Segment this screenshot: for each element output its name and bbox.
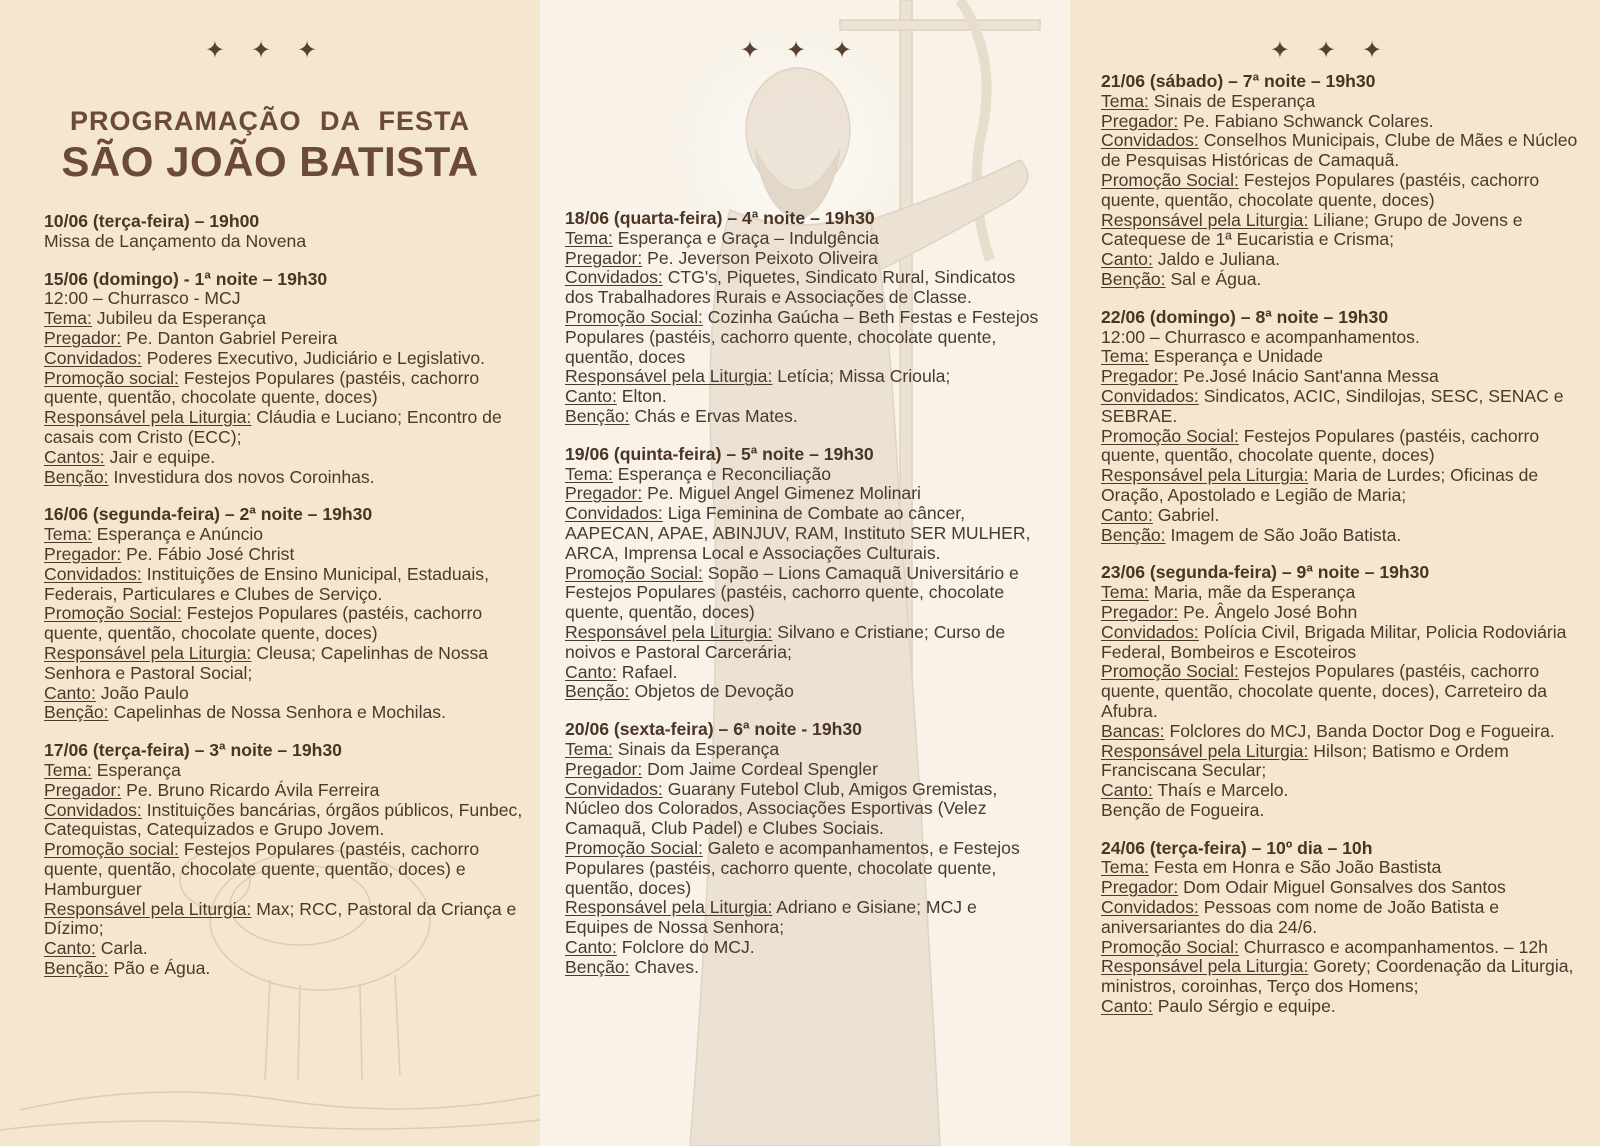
entry-text: Hilson; Batismo e Ordem Franciscana Secular; xyxy=(1101,740,1509,781)
entry-label: Responsável pela Liturgia: xyxy=(44,898,252,919)
entry-text: Esperança e Reconciliação xyxy=(612,463,832,484)
entry-text: Carla. xyxy=(95,938,148,959)
entry-text: Folclore do MCJ. xyxy=(616,936,755,957)
entry-line xyxy=(565,308,1045,367)
entry-line xyxy=(1101,211,1581,251)
entry-line xyxy=(565,839,1045,898)
entry-label: Convidados: xyxy=(565,778,663,799)
entry-label: Canto: xyxy=(1101,249,1153,270)
entry-text: 12:00 – Churrasco - MCJ xyxy=(44,288,241,309)
star-icon: ✦ xyxy=(250,37,290,64)
decorative-stars xyxy=(0,36,540,65)
entry-line xyxy=(44,369,524,409)
entry-text: Dom Odair Miguel Gonsalves dos Santos xyxy=(1178,877,1506,898)
entry-heading: 15/06 (domingo) - 1ª noite – 19h30 xyxy=(44,268,328,289)
entry-text: Pe. Miguel Angel Gimenez Molinari xyxy=(642,483,921,504)
entry-label: Promoção Social: xyxy=(565,306,703,327)
entry-text: Esperança xyxy=(91,759,181,780)
entry-line xyxy=(44,959,524,979)
entry-line xyxy=(44,565,524,605)
entry-label: Bancas: xyxy=(1101,720,1165,741)
star-icon: ✦ xyxy=(739,37,778,64)
entry-text: Benção de Fogueira. xyxy=(1101,799,1265,820)
entry-text: Rafael. xyxy=(616,661,678,682)
entry-line xyxy=(1101,858,1581,878)
schedule-column-right xyxy=(1101,72,1581,1035)
entry-line xyxy=(44,684,524,704)
entry-text: Gabriel. xyxy=(1152,504,1220,525)
entry-text: Festejos Populares (pastéis, cachorro quente, quentão, chocolate quente, doces) xyxy=(1101,169,1540,210)
entry-line xyxy=(565,780,1045,839)
entry-label: Pregador: xyxy=(1101,366,1179,387)
entry-text: Missa de Lançamento da Novena xyxy=(44,230,307,251)
entry-text: Esperança e Unidade xyxy=(1148,346,1324,367)
entry-label: Convidados: xyxy=(565,267,663,288)
entry-line xyxy=(565,623,1045,663)
entry-line xyxy=(1101,878,1581,898)
entry-label: Pregador: xyxy=(565,247,643,268)
entry-line xyxy=(1101,583,1581,603)
entry-line xyxy=(1101,427,1581,467)
entry-line xyxy=(565,407,1045,427)
entry-label: Tema: xyxy=(44,524,92,545)
entry-text: Galeto e acompanhamentos, e Festejos Populares (pastéis, cachorro quente, chocolate quente, quentão, doces) xyxy=(565,837,1020,898)
entry-text: Festejos Populares (pastéis, cachorro quente, quentão, chocolate quente, doces) xyxy=(44,367,480,408)
entry-label: Cantos: xyxy=(44,446,105,467)
entry-text: Instituições de Ensino Municipal, Estaduais, Federais, Particulares e Clubes de Serviço. xyxy=(44,563,489,604)
entry-label: Convidados: xyxy=(1101,621,1199,642)
entry-line xyxy=(44,840,524,899)
schedule-entry xyxy=(1101,563,1581,820)
entry-text: Pe. Danton Gabriel Pereira xyxy=(121,327,338,348)
star-icon: ✦ xyxy=(1269,37,1308,64)
entry-line xyxy=(1101,387,1581,427)
entry-text: Pe. Ângelo José Bohn xyxy=(1178,601,1358,622)
entry-line xyxy=(1101,957,1581,997)
entry-line xyxy=(44,349,524,369)
entry-label: Tema: xyxy=(44,308,92,329)
entry-text: Sinais de Esperança xyxy=(1148,90,1316,111)
entry-text: Maria de Lurdes; Oficinas de Oração, Apostolado e Legião de Maria; xyxy=(1101,465,1539,505)
page-subtitle: PROGRAMAÇÃO DA FESTA xyxy=(70,106,470,136)
entry-line xyxy=(44,448,524,468)
entry-label: Convidados: xyxy=(44,347,142,368)
entry-label: Promoção Social: xyxy=(565,837,703,858)
entry-line xyxy=(1101,603,1581,623)
entry-text: Churrasco e acompanhamentos. – 12h xyxy=(1238,936,1548,957)
entry-text: Sinais da Esperança xyxy=(612,738,780,759)
entry-label: Responsável pela Liturgia: xyxy=(44,407,252,428)
entry-text: Jaldo e Juliana. xyxy=(1152,249,1280,270)
entry-heading: 21/06 (sábado) – 7ª noite – 19h30 xyxy=(1101,71,1376,91)
entry-line xyxy=(565,564,1045,623)
entry-line xyxy=(44,232,524,252)
entry-text: 12:00 – Churrasco e acompanhamentos. xyxy=(1101,326,1420,347)
entry-label: Responsável pela Liturgia: xyxy=(44,642,252,663)
entry-text: Maria, mãe da Esperança xyxy=(1148,582,1356,603)
entry-text: Festejos Populares (pastéis, cachorro quente, quentão, chocolate quente, doces) xyxy=(44,603,483,644)
entry-label: Pregador: xyxy=(1101,110,1179,131)
entry-label: Pregador: xyxy=(44,779,122,800)
entry-text: Gorety; Coordenação da Liturgia, ministros, coroinhas, Terço dos Homens; xyxy=(1101,956,1574,997)
entry-label: Pregador: xyxy=(565,483,643,504)
schedule-entry xyxy=(1101,839,1581,1017)
schedule-entry xyxy=(565,445,1045,702)
entry-text: Liga Feminina de Combate ao câncer, AAPECAN, APAE, ABINJUV, RAM, Instituto SER MULHER, ARCA, Imprensa Local e Associações Culturais. xyxy=(565,503,1031,563)
entry-heading: 22/06 (domingo) – 8ª noite – 19h30 xyxy=(1101,306,1389,327)
entry-line xyxy=(1101,328,1581,348)
entry-line xyxy=(565,663,1045,683)
schedule-entry xyxy=(44,212,524,252)
entry-line xyxy=(565,958,1045,978)
entry-line xyxy=(565,229,1045,249)
entry-heading: 20/06 (sexta-feira) – 6ª noite - 19h30 xyxy=(565,719,862,740)
entry-line xyxy=(44,525,524,545)
entry-line xyxy=(565,249,1045,269)
entry-line xyxy=(44,408,524,448)
entry-line xyxy=(565,740,1045,760)
right-panel xyxy=(1070,0,1600,1146)
entry-label: Benção: xyxy=(44,466,109,487)
entry-label: Tema: xyxy=(1101,857,1149,878)
entry-line xyxy=(565,898,1045,938)
entry-line xyxy=(565,484,1045,504)
entry-text: Guarany Futebol Club, Amigos Gremistas, Núcleo dos Colorados, Associações Esportivas (Velez Camaquã, Club Padel) e Clubes Sociais. xyxy=(565,778,998,839)
entry-line xyxy=(565,504,1045,563)
entry-text: Pessoas com nome de João Batista e aniversariantes do dia 24/6. xyxy=(1101,897,1500,937)
entry-line xyxy=(1101,722,1581,742)
star-icon: ✦ xyxy=(204,37,243,64)
entry-label: Responsável pela Liturgia: xyxy=(1101,209,1309,230)
entry-label: Benção: xyxy=(1101,268,1166,289)
entry-text: Letícia; Missa Crioula; xyxy=(772,366,951,387)
entry-line xyxy=(1101,742,1581,782)
entry-line xyxy=(1101,171,1581,211)
entry-line xyxy=(1101,367,1581,387)
entry-line xyxy=(1101,131,1581,171)
entry-text: Pe.José Inácio Sant'anna Messa xyxy=(1178,366,1439,387)
schedule-entry xyxy=(565,209,1045,427)
entry-label: Promoção Social: xyxy=(1101,169,1239,190)
entry-label: Canto: xyxy=(565,386,617,407)
entry-label: Pregador: xyxy=(1101,601,1179,622)
entry-line xyxy=(565,268,1045,308)
entry-line xyxy=(1101,801,1581,821)
entry-line xyxy=(1101,997,1581,1017)
entry-label: Convidados: xyxy=(44,563,142,584)
decorative-stars xyxy=(540,36,1070,65)
entry-heading: 23/06 (segunda-feira) – 9ª noite – 19h30 xyxy=(1101,562,1430,583)
entry-label: Responsável pela Liturgia: xyxy=(565,366,773,387)
entry-label: Canto: xyxy=(1101,780,1153,801)
entry-label: Responsável pela Liturgia: xyxy=(1101,740,1309,761)
entry-label: Tema: xyxy=(565,463,613,484)
entry-line xyxy=(1101,623,1581,663)
schedule-entry xyxy=(44,270,524,488)
entry-label: Tema: xyxy=(44,759,92,780)
entry-text: Cozinha Gaúcha – Beth Festas e Festejos Populares (pastéis, cachorro quente, chocolate quente, quentão, doces xyxy=(565,306,1039,367)
entry-line xyxy=(44,468,524,488)
entry-text: Sopão – Lions Camaquã Universitário e Festejos Populares (pastéis, cachorro quente, chocolate quente, quentão, doces) xyxy=(565,562,1019,623)
entry-line xyxy=(1101,250,1581,270)
entry-line xyxy=(44,309,524,329)
schedule-column-center xyxy=(565,209,1045,995)
entry-text: Objetos de Devoção xyxy=(629,681,794,702)
entry-heading: 18/06 (quarta-feira) – 4ª noite – 19h30 xyxy=(565,208,875,228)
entry-heading: 24/06 (terça-feira) – 10º dia – 10h xyxy=(1101,837,1373,858)
entry-text: Pe. Fabiano Schwanck Colares. xyxy=(1178,110,1434,131)
schedule-entry xyxy=(44,741,524,979)
entry-label: Convidados: xyxy=(565,503,663,524)
entry-line xyxy=(565,367,1045,387)
entry-line xyxy=(44,900,524,940)
entry-label: Tema: xyxy=(1101,582,1149,603)
schedule-column-left xyxy=(44,212,524,997)
entry-text: Cláudia e Luciano; Encontro de casais com Cristo (ECC); xyxy=(44,407,502,447)
entry-label: Promoção Social: xyxy=(1101,661,1239,682)
entry-text: João Paulo xyxy=(95,682,189,703)
entry-text: Esperança e Graça – Indulgência xyxy=(612,227,879,248)
entry-line xyxy=(1101,466,1581,506)
entry-label: Benção: xyxy=(565,956,630,977)
schedule-entry xyxy=(1101,308,1581,546)
entry-text: Poderes Executivo, Judiciário e Legislativo. xyxy=(141,347,486,368)
entry-text: Cleusa; Capelinhas de Nossa Senhora e Pastoral Social; xyxy=(44,642,489,683)
entry-label: Benção: xyxy=(44,702,109,723)
decorative-stars xyxy=(1070,36,1600,65)
entry-text: Investidura dos novos Coroinhas. xyxy=(108,466,375,487)
entry-line xyxy=(565,465,1045,485)
entry-line xyxy=(565,682,1045,702)
entry-text: Sindicatos, ACIC, Sindilojas, SESC, SENAC e SEBRAE. xyxy=(1101,385,1564,426)
entry-text: Chás e Ervas Mates. xyxy=(629,405,798,426)
entry-line xyxy=(565,938,1045,958)
entry-label: Pregador: xyxy=(565,758,643,779)
entry-line xyxy=(44,801,524,841)
entry-line xyxy=(44,761,524,781)
entry-label: Promoção Social: xyxy=(1101,425,1239,446)
entry-label: Pregador: xyxy=(1101,877,1179,898)
entry-label: Promoção Social: xyxy=(565,562,703,583)
entry-text: Chaves. xyxy=(629,956,699,977)
entry-label: Canto: xyxy=(44,682,96,703)
entry-text: Pão e Água. xyxy=(108,957,211,978)
entry-text: Jair e equipe. xyxy=(104,446,216,467)
entry-text: Sal e Água. xyxy=(1165,268,1262,289)
entry-line xyxy=(1101,938,1581,958)
entry-line xyxy=(1101,781,1581,801)
star-icon: ✦ xyxy=(785,37,825,64)
entry-line xyxy=(44,781,524,801)
entry-line xyxy=(1101,526,1581,546)
entry-text: Instituições bancárias, órgãos públicos, Funbec, Catequistas, Catequizados e Grupo Jovem. xyxy=(44,799,523,840)
entry-label: Canto: xyxy=(1101,996,1153,1017)
entry-line xyxy=(1101,270,1581,290)
entry-text: Folclores do MCJ, Banda Doctor Dog e Fogueira. xyxy=(1164,720,1555,741)
entry-label: Tema: xyxy=(1101,90,1149,111)
entry-label: Canto: xyxy=(565,661,617,682)
entry-label: Benção: xyxy=(565,681,630,702)
entry-label: Promoção social: xyxy=(44,839,179,860)
entry-text: Silvano e Cristiane; Curso de noivos e Pastoral Carcerária; xyxy=(565,621,1006,662)
entry-label: Convidados: xyxy=(44,799,142,820)
entry-line xyxy=(44,289,524,309)
entry-text: Conselhos Municipais, Clube de Mães e Núcleo de Pesquisas Históricas de Camaquã. xyxy=(1101,130,1578,171)
entry-line xyxy=(44,545,524,565)
entry-text: Jubileu da Esperança xyxy=(91,308,267,329)
entry-line xyxy=(565,387,1045,407)
star-icon: ✦ xyxy=(297,37,336,64)
entry-label: Responsável pela Liturgia: xyxy=(565,621,773,642)
entry-heading: 10/06 (terça-feira) – 19h00 xyxy=(44,211,260,231)
entry-text: Pe. Jeverson Peixoto Oliveira xyxy=(642,247,878,268)
entry-label: Benção: xyxy=(44,957,109,978)
entry-text: Max; RCC, Pastoral da Criança e Dízimo; xyxy=(44,898,517,939)
schedule-entry xyxy=(44,505,524,723)
entry-label: Tema: xyxy=(1101,346,1149,367)
entry-text: Paulo Sérgio e equipe. xyxy=(1152,996,1336,1017)
entry-heading: 19/06 (quinta-feira) – 5ª noite – 19h30 xyxy=(565,443,874,464)
page-title: SÃO JOÃO BATISTA xyxy=(61,138,479,185)
entry-label: Pregador: xyxy=(44,543,122,564)
entry-text: Polícia Civil, Brigada Militar, Policia Rodoviária Federal, Bombeiros e Escoteiros xyxy=(1101,621,1567,662)
entry-text: Pe. Bruno Ricardo Ávila Ferreira xyxy=(121,779,380,800)
entry-line xyxy=(44,329,524,349)
center-panel xyxy=(540,0,1070,1146)
entry-label: Canto: xyxy=(565,936,617,957)
entry-label: Benção: xyxy=(565,405,630,426)
entry-label: Promoção Social: xyxy=(1101,936,1239,957)
star-icon: ✦ xyxy=(1315,37,1355,64)
entry-label: Promoção social: xyxy=(44,367,179,388)
entry-heading: 16/06 (segunda-feira) – 2ª noite – 19h30 xyxy=(44,504,373,525)
entry-text: Elton. xyxy=(616,386,667,407)
entry-text: Dom Jaime Cordeal Spengler xyxy=(642,758,878,779)
entry-line xyxy=(44,604,524,644)
schedule-entry xyxy=(565,720,1045,977)
entry-line xyxy=(1101,92,1581,112)
entry-label: Convidados: xyxy=(1101,130,1199,151)
entry-line xyxy=(1101,112,1581,132)
entry-label: Convidados: xyxy=(1101,385,1199,406)
entry-line xyxy=(44,703,524,723)
star-icon: ✦ xyxy=(832,37,871,64)
entry-label: Responsável pela Liturgia: xyxy=(565,897,773,918)
entry-label: Responsável pela Liturgia: xyxy=(1101,465,1309,486)
star-icon: ✦ xyxy=(1362,37,1401,64)
entry-text: Capelinhas de Nossa Senhora e Mochilas. xyxy=(108,702,446,723)
entry-line xyxy=(565,760,1045,780)
entry-text: Festa em Honra e São João Bastista xyxy=(1148,857,1442,878)
entry-text: Thaís e Marcelo. xyxy=(1152,780,1289,801)
entry-text: Liliane; Grupo de Jovens e Catequese de 1ª Eucaristia e Crisma; xyxy=(1101,209,1523,250)
entry-label: Tema: xyxy=(565,738,613,759)
entry-label: Benção: xyxy=(1101,524,1166,545)
entry-text: CTG's, Piquetes, Sindicato Rural, Sindicatos dos Trabalhadores Rurais e Associações de Classe. xyxy=(565,267,1016,308)
entry-line xyxy=(1101,898,1581,938)
entry-label: Promoção Social: xyxy=(44,603,182,624)
entry-text: Adriano e Gisiane; MCJ e Equipes de Nossa Senhora; xyxy=(565,897,977,938)
entry-line xyxy=(1101,347,1581,367)
schedule-entry xyxy=(1101,72,1581,290)
entry-text: Esperança e Anúncio xyxy=(91,524,264,545)
entry-label: Canto: xyxy=(44,938,96,959)
entry-label: Canto: xyxy=(1101,504,1153,525)
entry-line xyxy=(44,939,524,959)
entry-label: Pregador: xyxy=(44,327,122,348)
entry-text: Festejos Populares (pastéis, cachorro quente, quentão, chocolate quente, doces), Carreteiro da Afubra. xyxy=(1101,661,1548,721)
entry-label: Responsável pela Liturgia: xyxy=(1101,956,1309,977)
entry-label: Tema: xyxy=(565,227,613,248)
entry-text: Festejos Populares (pastéis, cachorro quente, quentão, chocolate quente, quentão, doces) e Hamburguer xyxy=(44,839,480,899)
entry-line xyxy=(1101,506,1581,526)
entry-text: Pe. Fábio José Christ xyxy=(121,543,295,564)
entry-line xyxy=(44,644,524,684)
left-panel xyxy=(0,0,540,1146)
entry-label: Convidados: xyxy=(1101,897,1199,918)
entry-text: Imagem de São João Batista. xyxy=(1165,524,1402,545)
entry-line xyxy=(1101,662,1581,721)
entry-heading: 17/06 (terça-feira) – 3ª noite – 19h30 xyxy=(44,740,342,761)
entry-text: Festejos Populares (pastéis, cachorro quente, quentão, chocolate quente, doces) xyxy=(1101,425,1540,466)
